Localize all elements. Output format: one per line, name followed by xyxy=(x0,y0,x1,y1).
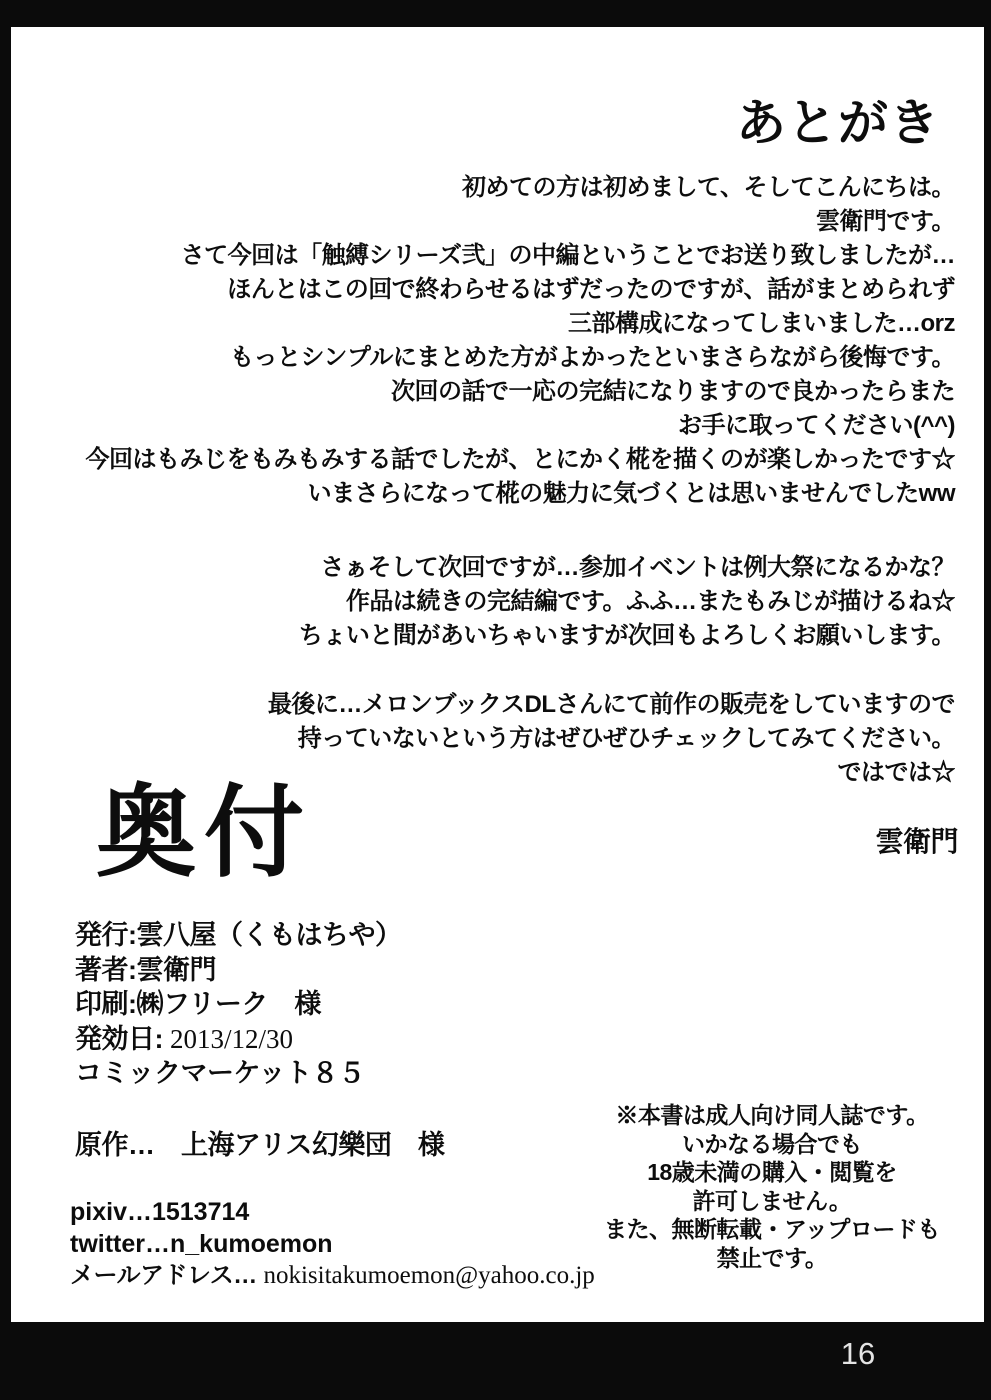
notice-line: ※本書は成人向け同人誌です。 xyxy=(615,1102,929,1128)
colophon-printer: 印刷:㈱フリーク 様 xyxy=(75,989,321,1019)
notice-line: 18歳未満の購入・閲覧を xyxy=(647,1159,897,1185)
afterword-paragraph-1 xyxy=(86,171,956,511)
pixiv-id: pixiv…1513714 xyxy=(70,1198,250,1226)
colophon-heading: 奥付 xyxy=(96,777,312,889)
notice-line: いかなる場合でも xyxy=(682,1130,862,1157)
notice-line: 許可しません。 xyxy=(692,1187,852,1214)
afterword-line: 次回の話で一応の完結になりますので良かったらまた xyxy=(391,378,955,405)
afterword-line: ではでは☆ xyxy=(837,759,955,786)
issue-date-label: 発効日: xyxy=(75,1023,163,1054)
colophon-details xyxy=(75,918,402,1091)
afterword-line: 初めての方は初めまして、そしてこんにちは。 xyxy=(461,174,955,201)
colophon-publisher: 発行:雲八屋（くもはちや） xyxy=(75,920,402,950)
email-address xyxy=(70,1260,595,1292)
colophon-event: コミックマーケット８５ xyxy=(75,1058,365,1088)
contact-info xyxy=(70,1196,595,1292)
afterword-line: 持っていないという方はぜひぜひチェックしてみてください。 xyxy=(297,725,955,752)
afterword-line: ほんとはこの回で終わらせるはずだったのですが、話がまとめられず xyxy=(227,276,955,303)
afterword-line: 雲衛門です。 xyxy=(815,208,955,235)
colophon-issue-date xyxy=(75,1022,402,1057)
afterword-paragraph-2 xyxy=(299,551,955,653)
email-label: メールアドレス… xyxy=(70,1262,257,1289)
afterword-line: さぁそして次回ですが…参加イベントは例大祭になるかな？ xyxy=(320,554,955,581)
colophon-author: 著者:雲衛門 xyxy=(75,954,216,985)
afterword-paragraph-3 xyxy=(268,688,955,790)
twitter-id: twitter…n_kumoemon xyxy=(70,1230,333,1258)
afterword-line: ちょいと間があいちゃいますが次回もよろしくお願いします。 xyxy=(298,622,955,649)
issue-date-value: 2013/12/30 xyxy=(170,1023,294,1054)
notice-line: 禁止です。 xyxy=(716,1244,828,1271)
email-value: nokisitakumoemon@yahoo.co.jp xyxy=(263,1262,595,1289)
afterword-title: あとがき xyxy=(736,95,940,151)
afterword-line: お手に取ってください(^^) xyxy=(677,412,955,439)
page-paper xyxy=(11,27,984,1322)
author-signature: 雲衛門 xyxy=(875,826,958,857)
afterword-line: 作品は続きの完結編です。ふふ…またもみじが描けるね☆ xyxy=(345,588,955,615)
notice-line: また、無断転載・アップロードも xyxy=(604,1216,940,1242)
afterword-line: もっとシンプルにまとめた方がよかったといまさらながら後悔です。 xyxy=(229,344,955,371)
afterword-line: 最後に…メロンブックスDLさんにて前作の販売をしていますので xyxy=(267,691,955,718)
page-number: 16 xyxy=(840,1336,876,1371)
afterword-line: いまさらになって椛の魅力に気づくとは思いませんでしたww xyxy=(307,480,955,507)
afterword-line: 今回はもみじをもみもみする話でしたが、とにかく椛を描くのが楽しかったです☆ xyxy=(85,446,955,473)
adult-content-notice xyxy=(586,1101,958,1272)
afterword-line: さて今回は「触縛シリーズ弐」の中編ということでお送り致しましたが… xyxy=(180,242,955,269)
afterword-line: 三部構成になってしまいました…orz xyxy=(568,310,955,337)
original-work-credit: 原作… 上海アリス幻樂団 様 xyxy=(75,1130,445,1160)
